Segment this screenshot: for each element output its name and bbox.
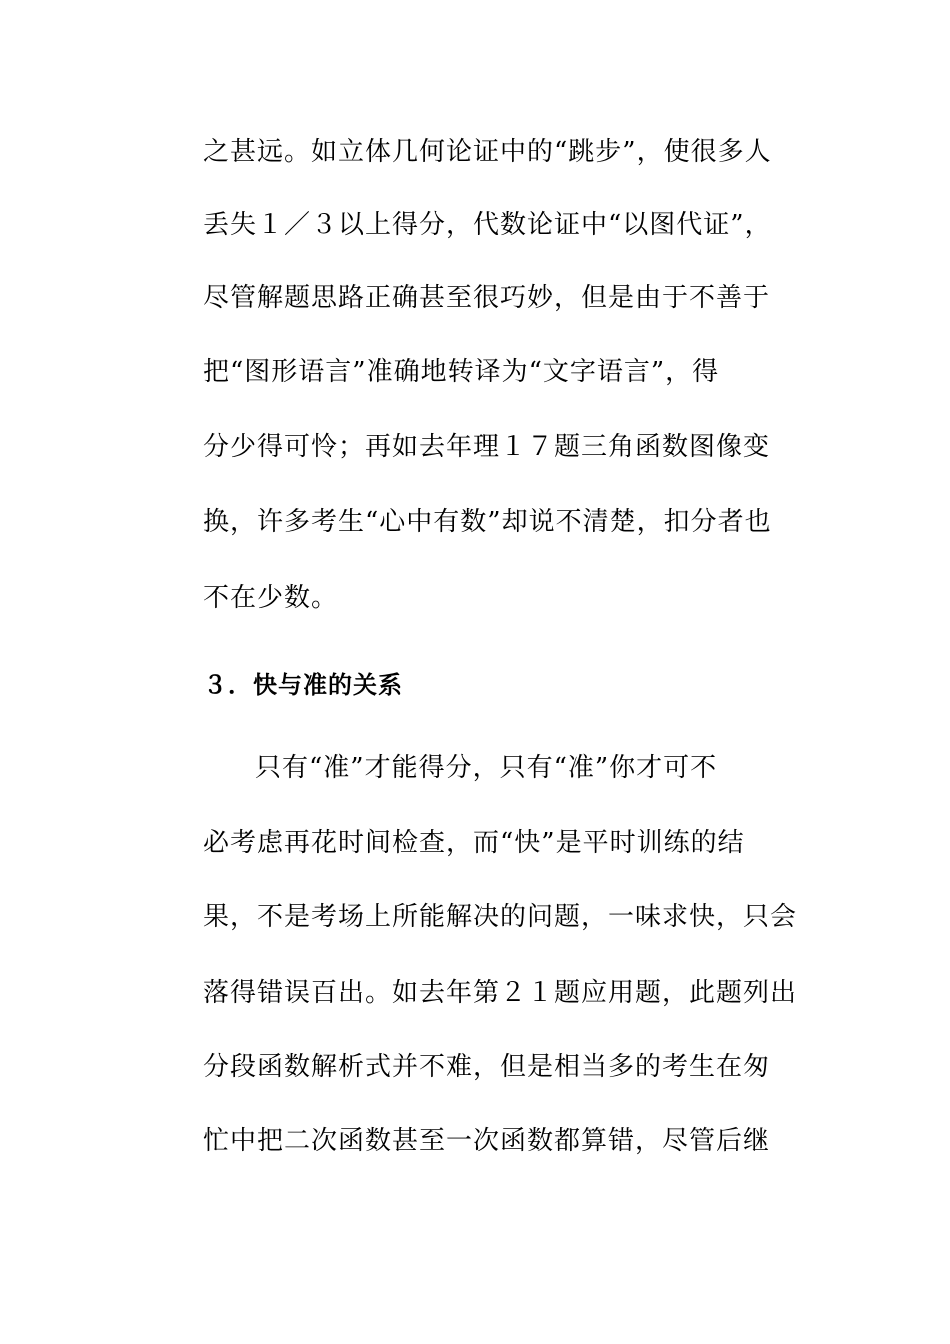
paragraph-2-line-3: 果，不是考场上所能解决的问题，一味求快，只会 [203,902,798,932]
section-heading: ３．快与准的关系 [203,671,403,699]
paragraph-2-line-6: 忙中把二次函数甚至一次函数都算错，尽管后继 [203,1126,771,1156]
paragraph-1-line-5: 分少得可怜；再如去年理１７题三角函数图像变 [203,432,771,462]
paragraph-1-line-3: 尽管解题思路正确甚至很巧妙，但是由于不善于 [203,283,771,313]
paragraph-1-line-7: 不在少数。 [203,583,339,613]
paragraph-1-line-2: 丢失１／３以上得分，代数论证中“以图代证”， [203,210,772,240]
paragraph-2-line-4: 落得错误百出。如去年第２１题应用题，此题列出 [203,978,798,1008]
paragraph-1-line-1: 之甚远。如立体几何论证中的“跳步”，使很多人 [203,137,772,167]
paragraph-1-line-6: 换，许多考生“心中有数”却说不清楚，扣分者也 [203,507,772,537]
paragraph-2-line-5: 分段函数解析式并不难，但是相当多的考生在匆 [203,1052,771,1082]
paragraph-2-line-2: 必考虑再花时间检查，而“快”是平时训练的结 [203,828,745,858]
paragraph-2-line-1: 只有“准”才能得分，只有“准”你才可不 [255,753,718,783]
paragraph-1-line-4: 把“图形语言”准确地转译为“文字语言”，得 [203,357,720,387]
